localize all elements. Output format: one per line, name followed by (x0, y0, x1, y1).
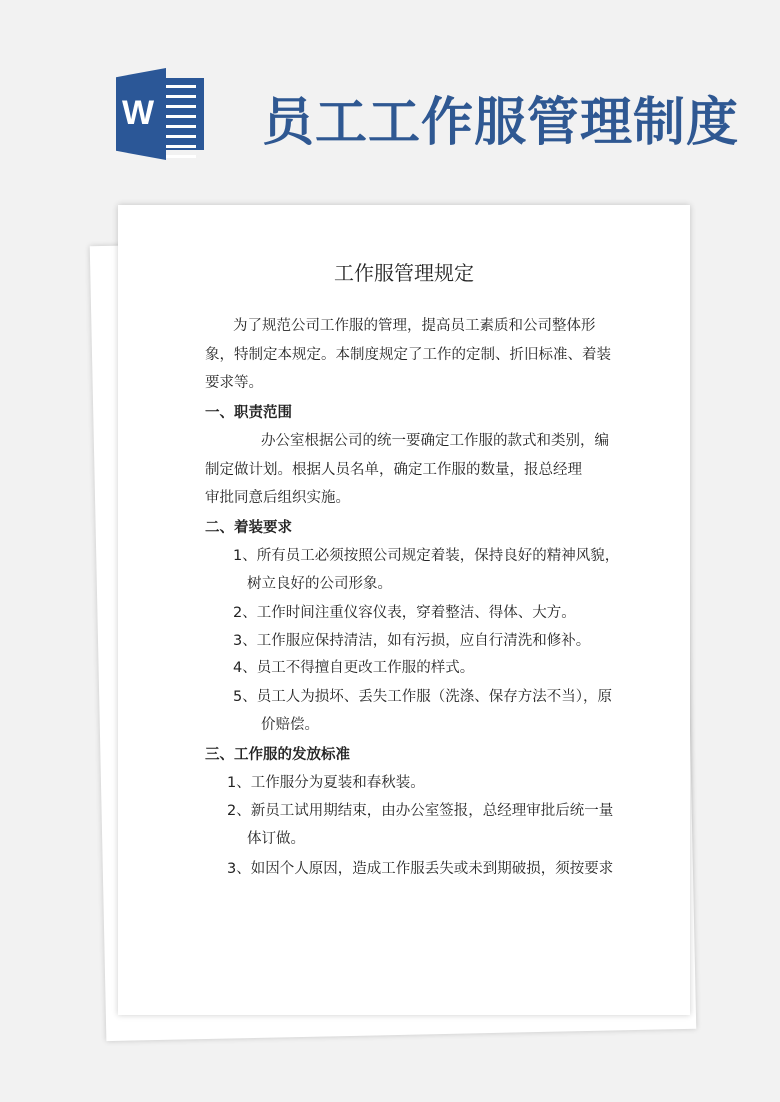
page-title: 员工工作服管理制度 (262, 92, 740, 153)
document-title: 工作服管理规定 (334, 261, 474, 285)
text-line: 1、所有员工必须按照公司规定着装，保持良好的精神风貌， (233, 548, 620, 564)
text-line: 体订做。 (247, 831, 305, 847)
document-page (118, 205, 690, 1015)
text-line: 象，特制定本规定。本制度规定了工作的定制、折旧标准、着装 (205, 347, 611, 363)
section-heading: 二、着装要求 (205, 520, 292, 536)
text-line: 要求等。 (205, 375, 263, 391)
text-line: 为了规范公司工作服的管理，提高员工素质和公司整体形 (233, 318, 596, 334)
text-line: 3、如因个人原因，造成工作服丢失或未到期破损，须按要求 (227, 861, 614, 877)
text-line: 制定做计划。根据人员名单，确定工作服的数量，报总经理 (205, 462, 582, 478)
text-line: 5、员工人为损坏、丢失工作服（洗涤、保存方法不当），原 (233, 689, 612, 705)
text-line: 4、员工不得擅自更改工作服的样式。 (233, 660, 475, 676)
text-line: 审批同意后组织实施。 (205, 490, 350, 506)
text-line: 价赔偿。 (261, 717, 319, 733)
text-line: 3、工作服应保持清洁，如有污损，应自行清洗和修补。 (233, 633, 591, 649)
text-line: 2、工作时间注重仪容仪表，穿着整洁、得体、大方。 (233, 605, 576, 621)
text-line: 树立良好的公司形象。 (247, 576, 392, 592)
section-heading: 三、工作服的发放标准 (205, 747, 350, 763)
text-line: 2、新员工试用期结束，由办公室签报，总经理审批后统一量 (227, 803, 614, 819)
text-line: 办公室根据公司的统一要确定工作服的款式和类别，编 (261, 433, 609, 449)
text-line: 1、工作服分为夏装和春秋装。 (227, 775, 425, 791)
word-logo-icon: W (108, 68, 208, 160)
section-heading: 一、职责范围 (205, 405, 292, 421)
